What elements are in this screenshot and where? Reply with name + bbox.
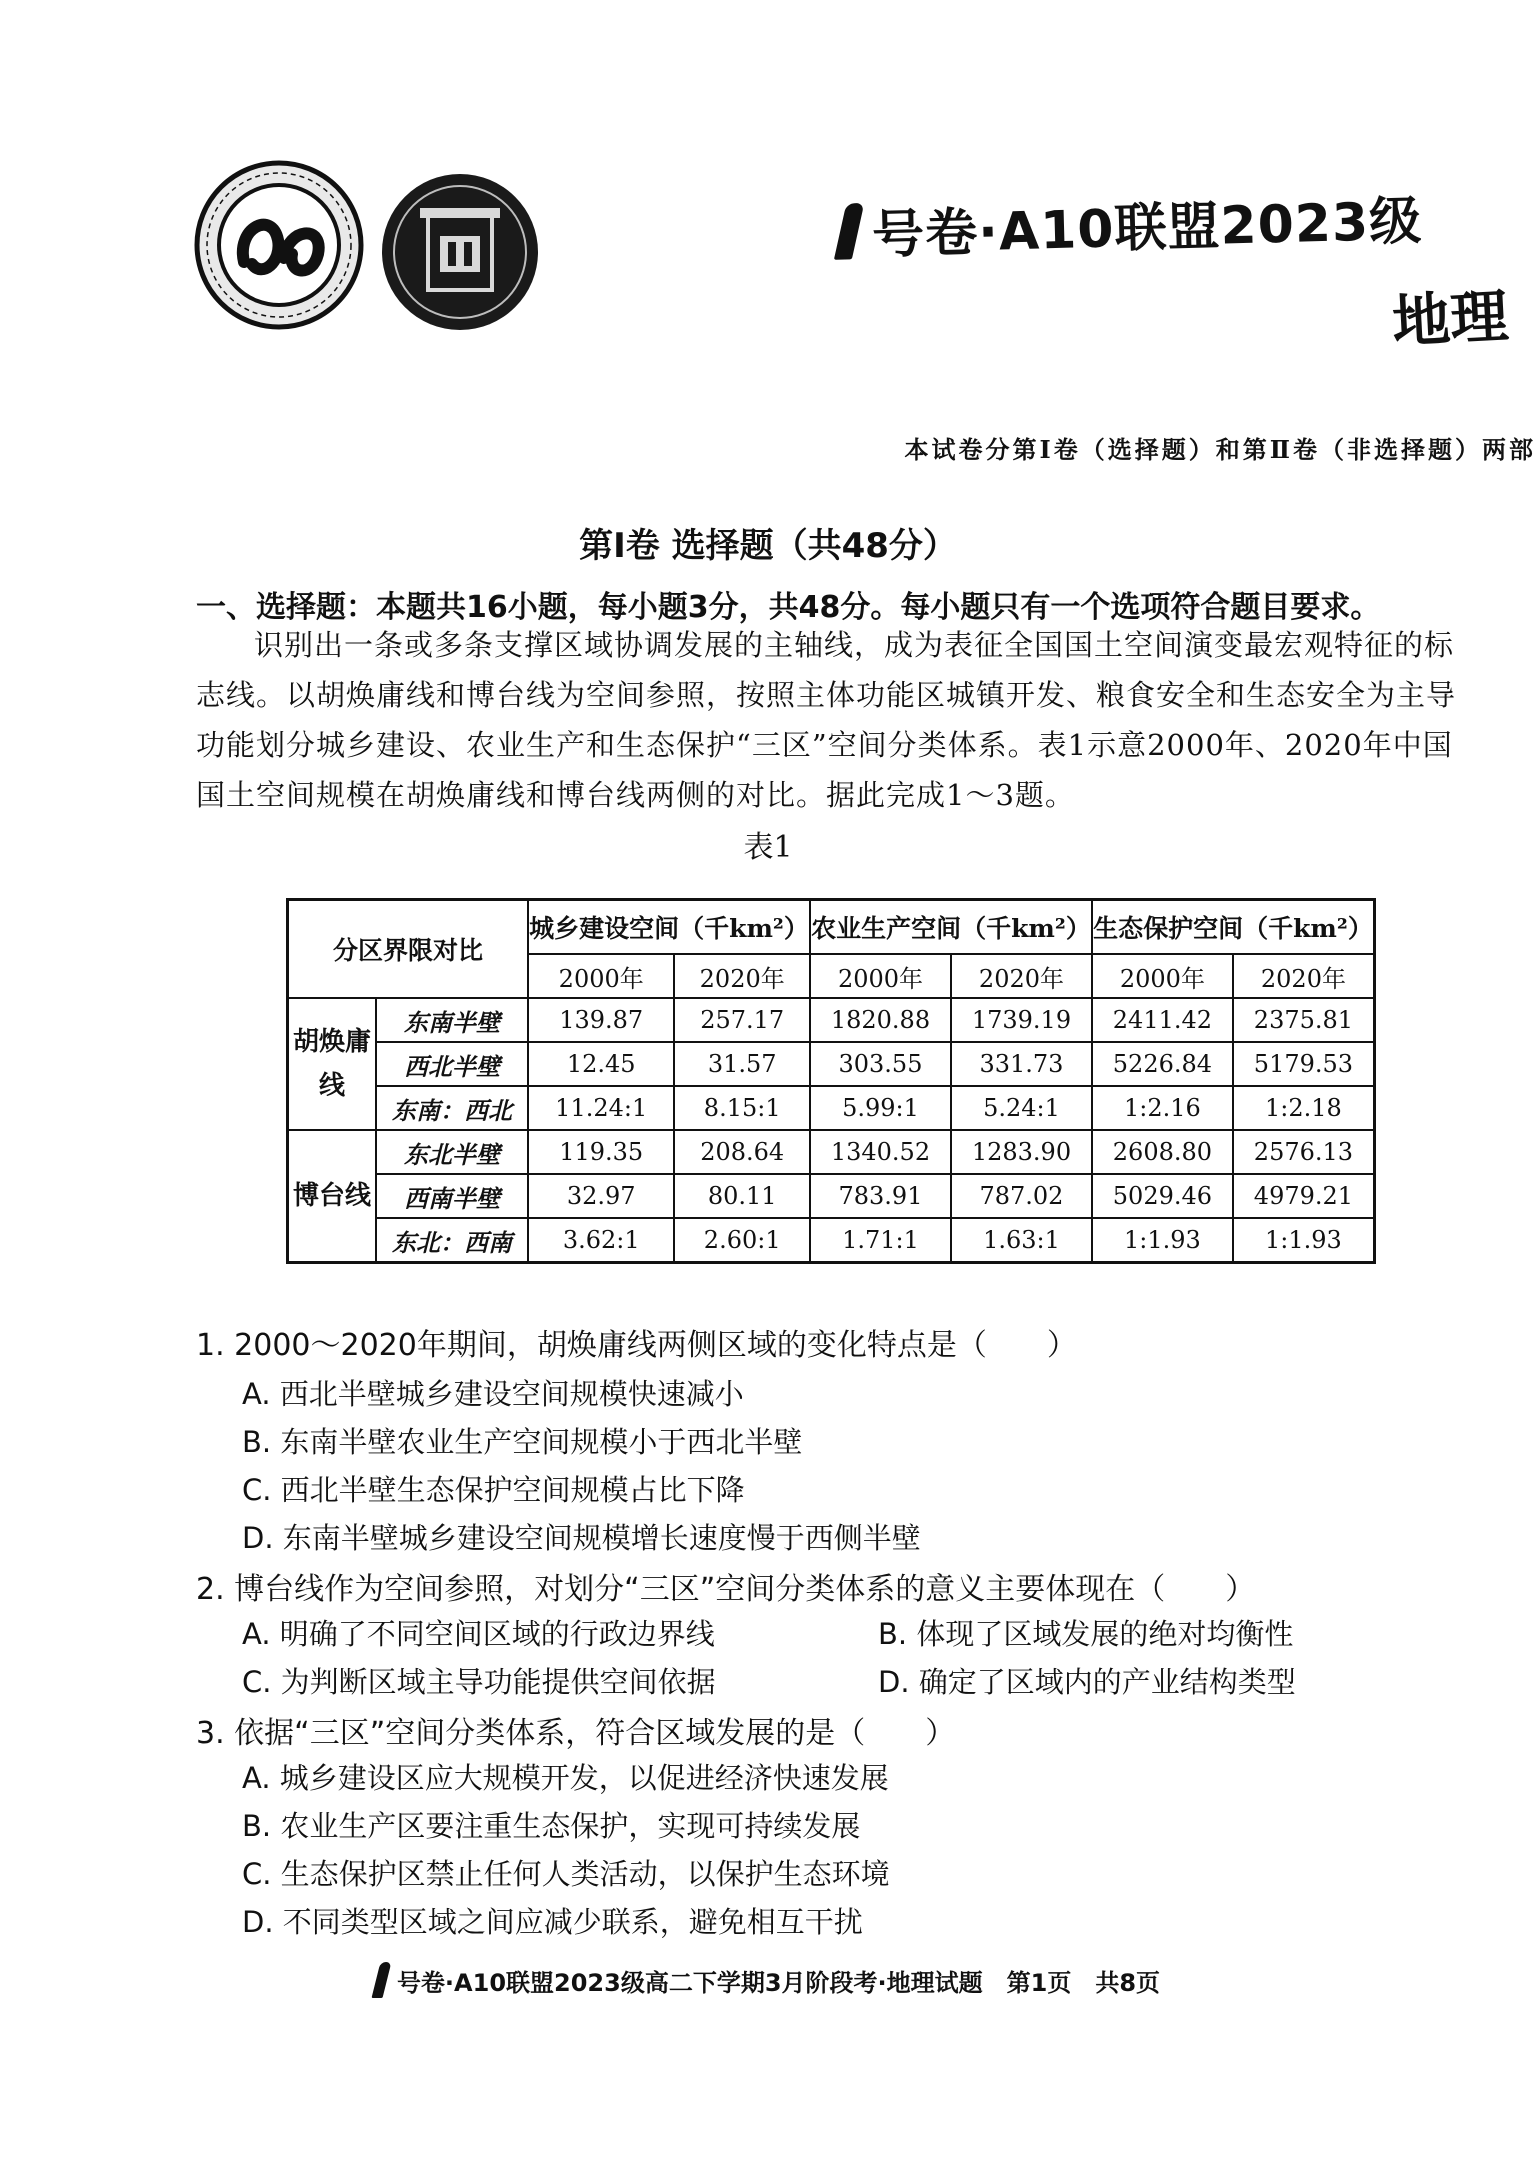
question-3-stem: 3. 依据“三区”空间分类体系，符合区域发展的是（ ） [196,1716,956,1751]
table-cell: 1.63:1 [951,1218,1092,1263]
table-cell: 139.87 [528,998,674,1042]
question-1-option-d: D. 东南半壁城乡建设空间规模增长速度慢于西侧半壁 [242,1521,921,1555]
paper-structure-note: 本试卷分第Ⅰ卷（选择题）和第Ⅱ卷（非选择题）两部 [904,435,1536,464]
exam-brand-title [839,178,1423,268]
table-cell: 1820.88 [810,998,951,1042]
col-group-urban: 城乡建设空间（千km²） [528,900,810,955]
row-label: 西南半壁 [376,1174,528,1218]
table-cell: 5.99:1 [810,1086,951,1130]
table-cell: 1.71:1 [810,1218,951,1263]
row-label: 东南半壁 [376,998,528,1042]
table-cell: 32.97 [528,1174,674,1218]
brand-mark-icon [371,1962,391,1998]
table-row [288,1086,1375,1130]
group-label-botai-line [288,1130,377,1263]
table-cell: 303.55 [810,1042,951,1086]
table-cell: 5179.53 [1233,1042,1375,1086]
year-header: 2000年 [810,954,951,998]
table-cell: 783.91 [810,1174,951,1218]
table-cell: 80.11 [674,1174,810,1218]
table-corner-cell: 分区界限对比 [288,900,529,999]
page-footer [0,1962,1536,1998]
footer-text: 号卷·A10联盟2023级高二下学期3月阶段考·地理试题 第1页 共8页 [396,1968,1161,1997]
table-row [288,1174,1375,1218]
table-cell: 119.35 [528,1130,674,1174]
table-cell: 257.17 [674,998,810,1042]
brand-mark-icon [834,202,864,259]
row-label: 东北：西南 [376,1218,528,1263]
table-row [288,1130,1375,1174]
land-space-table [286,898,1376,1264]
exam-brand-text: 号卷·A10联盟2023级 [871,191,1423,266]
table-cell: 1340.52 [810,1130,951,1174]
table-cell: 3.62:1 [528,1218,674,1263]
table-cell: 2.60:1 [674,1218,810,1263]
year-header: 2020年 [674,954,810,998]
question-3-option-d: D. 不同类型区域之间应减少联系，避免相互干扰 [242,1905,863,1939]
question-2-option-c: C. 为判断区域主导功能提供空间依据 [242,1665,716,1699]
table-cell: 2576.13 [1233,1130,1375,1174]
question-2-option-b: B. 体现了区域发展的绝对均衡性 [878,1617,1294,1651]
question-2-stem: 2. 博台线作为空间参照，对划分“三区”空间分类体系的意义主要体现在（ ） [196,1572,1256,1607]
table-cell: 1:1.93 [1233,1218,1375,1263]
question-1-option-a: A. 西北半壁城乡建设空间规模快速减小 [242,1377,744,1411]
table-cell: 2411.42 [1092,998,1233,1042]
section-title: 第Ⅰ卷 选择题（共48分） [579,526,957,566]
row-label: 西北半壁 [376,1042,528,1086]
year-header: 2000年 [1092,954,1233,998]
table-cell: 1:1.93 [1092,1218,1233,1263]
question-1-stem: 1. 2000～2020年期间，胡焕庸线两侧区域的变化特点是（ ） [196,1328,1077,1363]
table-cell: 31.57 [674,1042,810,1086]
year-header: 2020年 [1233,954,1375,998]
part-one-instructions: 一、选择题：本题共16小题，每小题3分，共48分。每小题只有一个选项符合题目要求。 [196,590,1381,625]
col-group-eco: 生态保护空间（千km²） [1092,900,1375,955]
table-cell: 1739.19 [951,998,1092,1042]
question-1-option-b: B. 东南半壁农业生产空间规模小于西北半壁 [242,1425,803,1459]
question-3-option-b: B. 农业生产区要注重生态保护，实现可持续发展 [242,1809,861,1843]
table-cell: 1:2.18 [1233,1086,1375,1130]
question-3-option-a: A. 城乡建设区应大规模开发，以促进经济快速发展 [242,1761,889,1795]
table-cell: 331.73 [951,1042,1092,1086]
year-header: 2020年 [951,954,1092,998]
question-3-option-c: C. 生态保护区禁止任何人类活动，以保护生态环境 [242,1857,890,1891]
group-label-hu-line [288,998,377,1130]
table-cell: 1283.90 [951,1130,1092,1174]
group-name: 博台线 [292,1181,371,1211]
question-1-option-c: C. 西北半壁生态保护空间规模占比下降 [242,1473,745,1507]
table-cell: 787.02 [951,1174,1092,1218]
table-row [288,998,1375,1042]
table-cell: 8.15:1 [674,1086,810,1130]
table-cell: 1:2.16 [1092,1086,1233,1130]
question-2-option-a: A. 明确了不同空间区域的行政边界线 [242,1617,715,1651]
table-cell: 5029.46 [1092,1174,1233,1218]
reading-passage: 识别出一条或多条支撑区域协调发展的主轴线，成为表征全国国土空间演变最宏观特征的标志线。以胡焕庸线和博台线为空间参照，按照主体功能区城镇开发、粮食安全和生态安全为主导功能划分城乡建设、农业生产和生态保护“三区”空间分类体系。表1示意2000年、2020年中国国土空间规模在胡焕庸线和博台线两侧的对比。据此完成1～3题。 [196,628,1457,812]
col-group-agri: 农业生产空间（千km²） [810,900,1092,955]
table-cell: 208.64 [674,1130,810,1174]
table-cell: 2608.80 [1092,1130,1233,1174]
question-2-option-d: D. 确定了区域内的产业结构类型 [878,1665,1296,1699]
row-label: 东北半壁 [376,1130,528,1174]
table-row [288,1218,1375,1263]
table-caption: 表1 [743,830,793,865]
table-cell: 2375.81 [1233,998,1375,1042]
subject-title: 地理 [1390,282,1510,356]
row-label: 东南：西北 [376,1086,528,1130]
table-cell: 11.24:1 [528,1086,674,1130]
table-cell: 12.45 [528,1042,674,1086]
school-seal-logo [378,170,542,334]
year-header: 2000年 [528,954,674,998]
table-cell: 5.24:1 [951,1086,1092,1130]
league-seal-logo [192,158,366,332]
table-header-row [288,900,1375,955]
table-cell: 4979.21 [1233,1174,1375,1218]
table-row [288,1042,1375,1086]
group-name: 胡焕庸线 [292,1027,371,1101]
table-cell: 5226.84 [1092,1042,1233,1086]
